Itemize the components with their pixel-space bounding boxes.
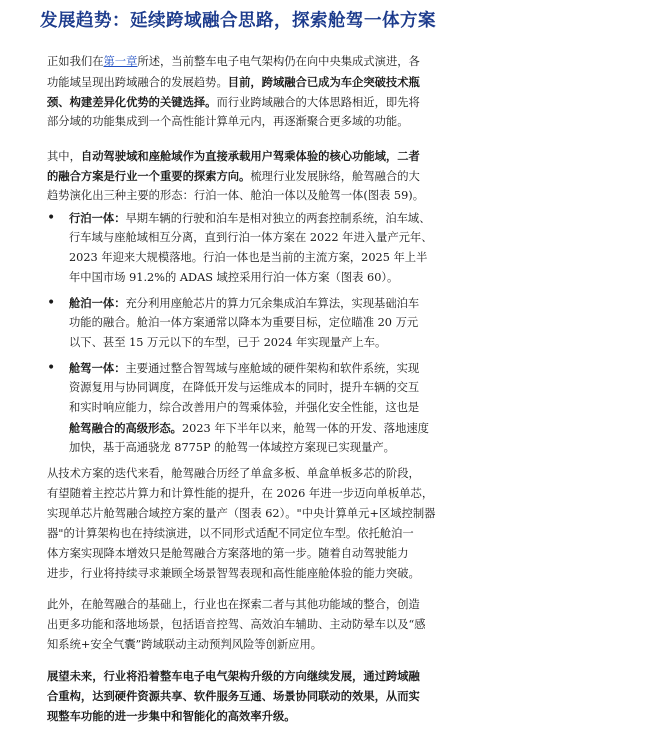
paragraph-line [47, 52, 639, 72]
paragraph-line: 出更多功能和落地场景，包括语音控驾、高效泊车辅助、主动防晕车以及“感 [47, 618, 426, 631]
paragraph-line: 年中国市场 91.2%的 ADAS 域控采用行泊一体方案（图表 60）。 [69, 271, 399, 284]
paragraph-intro [47, 52, 639, 132]
paragraph-line: 趋势演化出三种主要的形态：行泊一体、舱泊一体以及舱驾一体(图表 59)。 [47, 189, 424, 202]
bullet-dot-icon: • [47, 360, 56, 376]
paragraph-line [69, 358, 639, 378]
paragraph-line: 2023 年迎来大规模落地。行泊一体也是当前的主流方案，2025 年上半 [69, 251, 428, 264]
paragraph-line: 以下、甚至 15 万元以下的车型，已于 2024 年实现量产上车。 [69, 336, 387, 349]
paragraph-evolution [47, 464, 639, 584]
bullet-lead: 舱泊一体： [69, 296, 126, 310]
paragraph-line [47, 72, 639, 92]
bold-span: 自动驾驶域和座舱域作为直接承载用户驾乘体验的核心功能域，二者 [80, 149, 420, 163]
bullet-lead: 行泊一体： [69, 211, 126, 225]
text-span: 功能域呈现出跨域融合的发展趋势。 [47, 76, 228, 89]
bold-span: 的融合方案是行业一个重要的探索方向。 [47, 169, 251, 183]
paragraph-line: 行车域与座舱域相互分离，直到行泊一体方案在 2022 年进入量产元年、 [69, 231, 433, 244]
paragraph-outlook [47, 666, 639, 726]
text-span: 所述，当前整车电子电气架构仍在向中央集成式演进，各 [137, 55, 420, 68]
text-span: 主要通过整合智驾域与座舱域的硬件架构和软件系统，实现 [125, 362, 420, 375]
bullet-text [69, 293, 639, 353]
paragraph-line: 进步，行业将持续寻求兼顾全场景智驾表现和高性能座舱体验的能力突破。 [47, 567, 420, 580]
text-span: 而行业跨域融合的大体思路相近，即先将 [216, 96, 420, 109]
bullet-lead: 舱驾一体： [69, 361, 126, 375]
bold-span: 目前，跨域融合已成为车企突破技术瓶 [227, 75, 420, 89]
paragraph-line: 加快，基于高通骁龙 8775P 的舱驾一体域控方案现已实现量产。 [69, 441, 395, 454]
text-span: 其中， [47, 150, 81, 163]
bullet-dot-icon: • [47, 210, 56, 226]
text-span: 正如我们在 [47, 55, 104, 68]
paragraph-line: 部分域的功能集成到一个高性能计算单元内，再逐渐聚合更多域的功能。 [47, 115, 409, 128]
text-span: 梳理行业发展脉络，舱驾融合的大 [250, 170, 420, 183]
bullet-text [69, 358, 639, 458]
paragraph-line [69, 418, 639, 438]
bullet-dot-icon: • [47, 295, 56, 311]
text-span: 2023 年下半年以来，舱驾一体的开发、落地速度 [181, 422, 429, 435]
paragraph-line: 从技术方案的迭代来看，舱驾融合历经了单盒多板、单盒单板多芯的阶段， [47, 467, 420, 480]
bold-span: 舱驾融合的高级形态。 [69, 421, 182, 435]
paragraph-line [69, 208, 639, 228]
paragraph-line: 资源复用与协同调度，在降低开发与运维成本的同时，提升车辆的交互 [69, 381, 420, 394]
bullet-text [69, 208, 639, 288]
paragraph-line: 器"的计算架构也在持续演进，以不同形式适配不同定位车型。依托舱泊一 [47, 527, 414, 540]
paragraph-line: 现整车功能的进一步集中和智能化的高效率升级。 [47, 709, 296, 723]
paragraph-line: 功能的融合。舱泊一体方案通常以降本为重要目标，定位瞄准 20 万元 [69, 316, 419, 329]
text-span: 早期车辆的行驶和泊车是相对独立的两套控制系统，泊车域、 [125, 212, 431, 225]
paragraph-integration [47, 595, 639, 655]
chapter-link[interactable]: 第一章 [103, 55, 138, 68]
paragraph-line [47, 92, 639, 112]
paragraph-line: 合重构，达到硬件资源共享、软件服务互通、场景协同联动的效果，从而实 [47, 689, 420, 703]
paragraph-line [47, 166, 639, 186]
paragraph-fusion [47, 146, 639, 206]
paragraph-line: 和实时响应能力，综合改善用户的驾乘体验，并强化安全性能，这也是 [69, 401, 420, 414]
paragraph-line: 展望未来，行业将沿着整车电子电气架构升级的方向继续发展，通过跨域融 [47, 669, 420, 683]
section-title: 发展趋势：延续跨域融合思路，探索舱驾一体方案 [40, 11, 436, 31]
paragraph-line [47, 146, 639, 166]
paragraph-line: 知系统+安全气囊”跨域联动主动预判风险等创新应用。 [47, 638, 323, 651]
bold-span: 颈、构建差异化优势的关键选择。 [47, 95, 217, 109]
paragraph-line [69, 293, 639, 313]
text-span: 充分利用座舱芯片的算力冗余集成泊车算法，实现基础泊车 [125, 297, 420, 310]
paragraph-line: 有望随着主控芯片算力和计算性能的提升，在 2026 年进一步迈向单板单芯， [47, 487, 434, 500]
paragraph-line: 体方案实现降本增效只是舱驾融合方案落地的第一步。随着自动驾驶能力 [47, 547, 409, 560]
paragraph-line: 此外，在舱驾融合的基础上，行业也在探索二者与其他功能域的整合，创造 [47, 598, 420, 611]
paragraph-line: 实现单芯片舱驾融合域控方案的量产（图表 62）。"中央计算单元+区域控制器 [47, 507, 436, 520]
